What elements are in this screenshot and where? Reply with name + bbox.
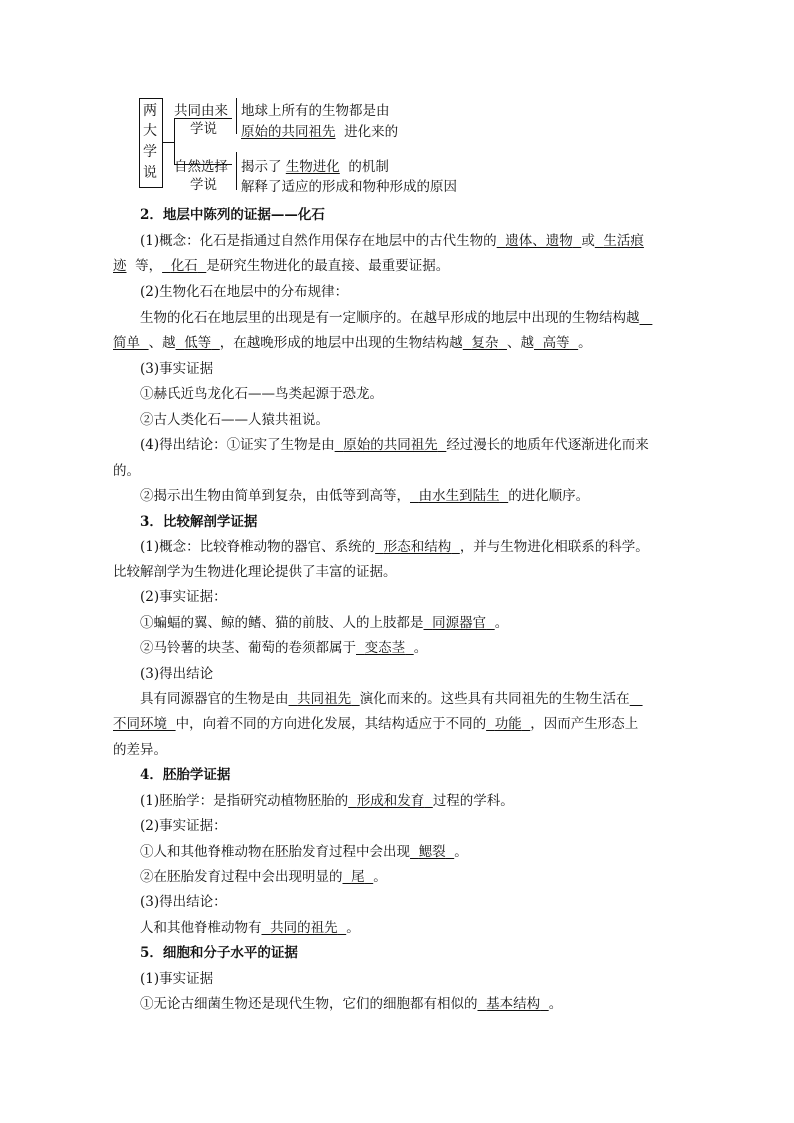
- paragraph: 不同环境 中，向着不同的方向进化发展，其结构适应于不同的 功能 ，因而产生形态上: [113, 716, 639, 732]
- paragraph: ①人和其他脊椎动物在胚胎发育过程中会出现 鳃裂 。: [140, 844, 468, 860]
- box-char: 两: [143, 103, 157, 119]
- paragraph: ②在胚胎发育过程中会出现明显的 尾 。: [140, 869, 387, 885]
- theory2-name: 学说: [190, 177, 217, 193]
- theory1-line1: 地球上所有的生物都是由: [241, 103, 390, 119]
- box-char: 学: [143, 144, 157, 160]
- two-theories-box: [139, 98, 163, 188]
- section-heading: 4．胚胎学证据: [140, 767, 231, 783]
- paragraph: ①蝙蝠的翼、鲸的鳍、猫的前肢、人的上肢都是 同源器官 。: [140, 615, 509, 631]
- paragraph: 生物的化石在地层里的出现是有一定顺序的。在越早形成的地层中出现的生物结构越: [140, 310, 640, 326]
- paragraph: (2)事实证据：: [140, 818, 227, 834]
- paragraph: 简单 、越 低等 ，在越晚形成的地层中出现的生物结构越 复杂 、越 高等 。: [113, 335, 592, 351]
- paragraph: (2)生物化石在地层中的分布规律：: [140, 284, 349, 300]
- paragraph: 迹 等， 化石 是研究生物进化的最直接、最重要证据。: [113, 258, 450, 274]
- paragraph: (1)事实证据: [140, 971, 214, 987]
- paragraph: (1)胚胎学：是指研究动植物胚胎的 形成和发育 过程的学科。: [140, 793, 514, 809]
- paragraph: ②揭示出生物由简单到复杂，由低等到高等， 由水生到陆生 的进化顺序。: [140, 488, 590, 504]
- paragraph: ①无论古细菌生物还是现代生物，它们的细胞都有相似的 基本结构 。: [140, 996, 563, 1012]
- theory2-name: 自然选择: [174, 159, 228, 175]
- box-char: 大: [143, 123, 157, 139]
- paragraph: 比较解剖学为生物进化理论提供了丰富的证据。: [113, 564, 397, 580]
- theory2-line1: 揭示了 生物进化 的机制: [241, 159, 389, 175]
- blank-answer: 原始的共同祖先: [241, 124, 336, 140]
- paragraph: (1)概念：化石是指通过自然作用保存在地层中的古代生物的 遗体、遗物 或 生活痕: [140, 233, 644, 249]
- paragraph: 的差异。: [113, 742, 167, 758]
- section-heading: 5．细胞和分子水平的证据: [140, 945, 298, 961]
- theory2-line2: 解释了适应的形成和物种形成的原因: [241, 179, 457, 195]
- paragraph: ②马铃薯的块茎、葡萄的卷须都属于 变态茎 。: [140, 640, 428, 656]
- theory1-line2: 原始的共同祖先 进化来的: [241, 124, 399, 140]
- blank-answer: 生物进化: [285, 159, 340, 175]
- bracket-line: [162, 142, 174, 143]
- paragraph: (4)得出结论：①证实了生物是由 原始的共同祖先 经过漫长的地质年代逐渐进化而来: [140, 437, 649, 453]
- bracket-line: [236, 98, 237, 134]
- paragraph: ②古人类化石——人猿共祖说。: [140, 412, 329, 428]
- section-heading: 2．地层中陈列的证据——化石: [140, 207, 325, 223]
- paragraph: (3)事实证据: [140, 361, 214, 377]
- paragraph: 具有同源器官的生物是由 共同祖先 演化而来的。这些具有共同祖先的生物生活在: [140, 691, 630, 707]
- paragraph: 的。: [113, 463, 140, 479]
- section-heading: 3．比较解剖学证据: [140, 514, 258, 530]
- paragraph: (3)得出结论: [140, 666, 214, 682]
- bracket-line: [236, 152, 237, 190]
- box-char: 说: [143, 165, 157, 181]
- paragraph: 人和其他脊椎动物有 共同的祖先 。: [140, 920, 360, 936]
- paragraph: ①赫氏近鸟龙化石——鸟类起源于恐龙。: [140, 386, 383, 402]
- paragraph: (1)概念：比较脊椎动物的器官、系统的 形态和结构 ，并与生物进化相联系的科学。: [140, 539, 649, 555]
- theory1-name: 共同由来: [174, 103, 228, 119]
- theory1-name: 学说: [190, 121, 217, 137]
- paragraph: (2)事实证据：: [140, 589, 227, 605]
- paragraph: (3)得出结论：: [140, 894, 227, 910]
